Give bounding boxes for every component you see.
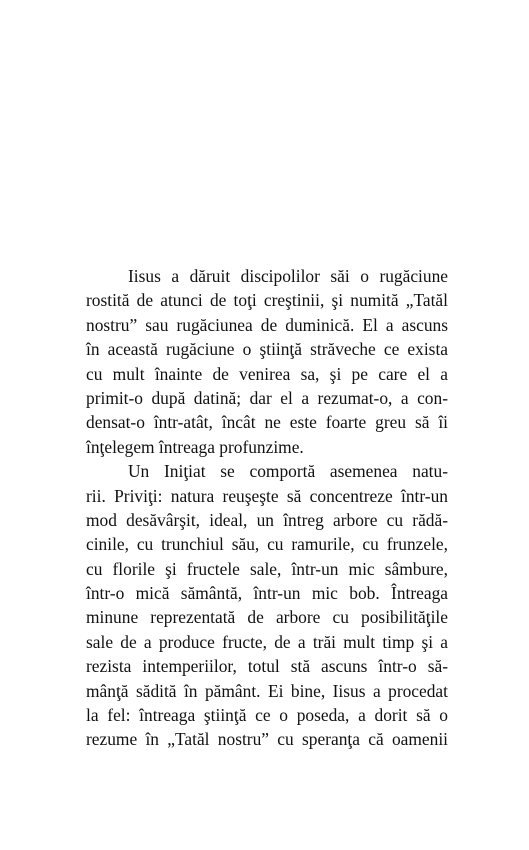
paragraph-2-line-4: cinile, cu trunchiul său, cu ramurile, cu frunzele, <box>86 534 448 555</box>
paragraph-2-line-8: sale de a produce fructe, de a trăi mult timp şi a <box>86 631 448 652</box>
paragraph-1-line-5: cu mult înainte de venirea sa, şi pe care el a <box>86 363 448 384</box>
paragraph-1-line-4: în această rugăciune o ştiinţă străveche ce exista <box>86 339 448 360</box>
paragraph-2-line-5: cu florile şi fructele sale, într-un mic sâmbure, <box>86 558 448 579</box>
paragraph-1-line-6: primit-o după datină; dar el a rezumat-o, a con- <box>86 387 448 408</box>
paragraph-2-line-11: la fel: întreaga ştiinţă ce o poseda, a dorit să o <box>86 705 448 726</box>
paragraph-2-line-9: rezista intemperiilor, totul stă ascuns într-o să- <box>86 656 448 677</box>
body-text <box>86 264 448 752</box>
paragraph-1-line-1: Iisus a dăruit discipolilor săi o rugăciune <box>128 266 448 286</box>
paragraph-2-line-12: rezume în „Tatăl nostru” cu speranţa că oamenii <box>86 729 448 750</box>
paragraph-2-line-3: mod desăvârşit, ideal, un întreg arbore cu rădă- <box>86 509 448 530</box>
paragraph-1-line-2: rostită de atunci de toţi creştinii, şi numită „Tatăl <box>86 290 448 311</box>
paragraph-2-line-2: rii. Priviţi: natura reuşeşte să concentreze într-un <box>86 485 448 506</box>
paragraph-2-line-7: minune reprezentată de arbore cu posibilităţile <box>86 607 448 628</box>
paragraph-1-line-8: înţelegem întreaga profunzime. <box>86 436 304 457</box>
paragraph-1-line-7: densat-o într-atât, încât ne este foarte greu să îi <box>86 412 448 433</box>
paragraph-2-line-1: Un Iniţiat se comportă asemenea natu- <box>128 461 448 482</box>
paragraph-2-line-6: într-o mică sământă, într-un mic bob. Întreaga <box>86 583 448 604</box>
paragraph-2-line-10: mânţă sădită în pământ. Ei bine, Iisus a procedat <box>86 680 448 701</box>
paragraph-1-line-3: nostru” sau rugăciunea de duminică. El a ascuns <box>86 314 448 335</box>
